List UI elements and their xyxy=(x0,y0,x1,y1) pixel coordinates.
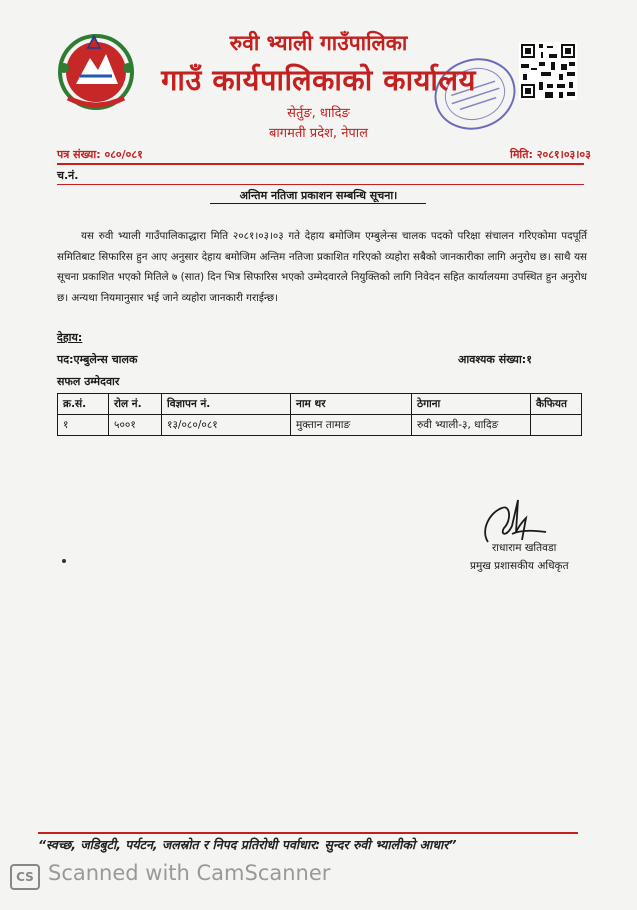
reference-number: पत्र संख्या: ०८०/०८१ xyxy=(57,148,143,161)
office-province: बागमती प्रदेश, नेपाल xyxy=(269,126,368,141)
signatory-title: प्रमुख प्रशासकीय अधिकृत xyxy=(470,560,569,572)
header-divider xyxy=(57,163,584,165)
column-header-remarks: कैफियत xyxy=(531,394,582,415)
cell-serial: १ xyxy=(58,415,109,436)
table-header-row xyxy=(58,394,582,415)
cell-remarks xyxy=(531,415,582,436)
column-header-address: ठेगाना xyxy=(412,394,531,415)
subject-underline xyxy=(210,203,426,204)
signatory-name: राधाराम खतिवडा xyxy=(492,542,557,554)
cell-name: मुक्तान तामाङ xyxy=(291,415,412,436)
required-count: आवश्यक संख्या:१ xyxy=(458,353,532,366)
column-header-roll: रोल नं. xyxy=(109,394,162,415)
cell-roll: ५००१ xyxy=(109,415,162,436)
camscanner-watermark-text: Scanned with CamScanner xyxy=(48,861,331,885)
notice-body xyxy=(57,226,587,308)
subject-divider xyxy=(57,184,584,185)
municipality-name: रुवी भ्याली गाउँपालिका xyxy=(229,31,408,55)
cell-advert: १३/०८०/०८१ xyxy=(162,415,291,436)
footer-divider xyxy=(38,832,578,834)
results-table xyxy=(57,393,582,436)
post-name: पद:एम्बुलेन्स चालक xyxy=(57,353,138,366)
column-header-serial: क्र.सं. xyxy=(58,394,109,415)
camscanner-logo: CS xyxy=(10,864,40,890)
office-place: सेर्तुङ, धादिङ xyxy=(287,106,350,121)
dispatch-number: च.नं. xyxy=(57,169,79,182)
column-header-name: नाम थर xyxy=(291,394,412,415)
successful-candidates-label: सफल उम्मेदवार xyxy=(57,375,120,388)
office-name: गाउँ कार्यपालिकाको कार्यालय xyxy=(161,63,476,97)
details-heading: देहाय: xyxy=(57,331,83,344)
scan-speck xyxy=(62,559,66,563)
footer-slogan: “स्वच्छ, जडिबुटी, पर्यटन, जलस्रोत र निपद प्रतिरोधी पर्वाधार: सुन्दर रुवी भ्यालीको आधार” xyxy=(38,837,457,852)
table-row xyxy=(58,415,582,436)
column-header-advert: विज्ञापन नं. xyxy=(162,394,291,415)
notice-subject: अन्तिम नतिजा प्रकाशन सम्बन्धि सूचना। xyxy=(239,189,398,202)
notice-paragraph: यस रुवी भ्याली गाउँपालिकाद्धारा मिति २०८१।०३।०३ गते देहाय बमोजिम एम्बुलेन्स चालक पदको परिक्षा संचालन गरिएकोमा पदपूर्ति समितिबाट सिफारिस हुन आए अनुसार देहाय बमोजिम अन्तिम नतिजा प्रकाशित गरिएको व्यहोरा सबैको जानकारीका लागि अनुरोध छ। साथै यस सूचना प्रकाशित भएको मितिले ७ (सात) दिन भित्र सिफारिस भएको उम्मेदवारले नियुक्तिको लागि निवेदन सहित कार्यालयमा उपस्थित हुन अनुरोध छ। अन्यथा नियमानुसार भई जाने व्यहोरा जानकारी गराईन्छ। xyxy=(57,230,587,304)
cell-address: रुवी भ्याली-३, धादिङ xyxy=(412,415,531,436)
issue-date: मिति: २०८१।०३।०३ xyxy=(510,148,591,161)
